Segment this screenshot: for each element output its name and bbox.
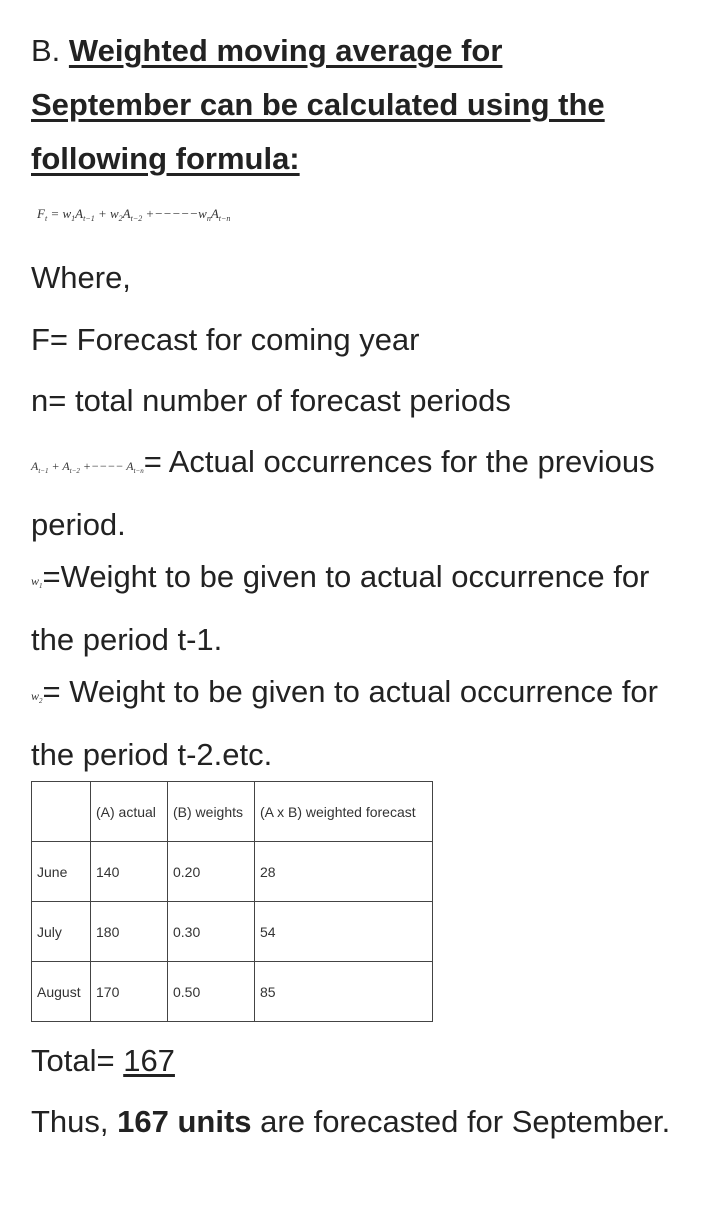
formula-a2: A bbox=[122, 206, 131, 221]
section-heading bbox=[31, 24, 671, 186]
def-w2 bbox=[31, 665, 681, 782]
table-row bbox=[32, 962, 433, 1022]
def-a-text: = Actual occurrences for the previous period. bbox=[31, 444, 655, 542]
table-cell-weighted: 54 bbox=[255, 902, 433, 962]
table-cell-month: August bbox=[32, 962, 91, 1022]
w2-expr-w: w bbox=[31, 689, 40, 703]
formula-an-sub: t−n bbox=[218, 214, 231, 223]
formula-dashes: +−−−−− bbox=[145, 206, 199, 221]
table-header-cell: (A) actual bbox=[91, 782, 168, 842]
total-value: 167 bbox=[123, 1043, 175, 1078]
table-cell-actual: 170 bbox=[91, 962, 168, 1022]
w2-expr-sub: 2 bbox=[39, 697, 43, 705]
w2-expression bbox=[31, 669, 43, 728]
a-expr-a1-sub: t−1 bbox=[38, 467, 49, 475]
formula-w1: w bbox=[62, 206, 72, 221]
a-expression bbox=[31, 439, 144, 498]
a-expr-an-sub: t−n bbox=[133, 467, 144, 475]
section-title: Weighted moving average for September can be calculated using the following formula: bbox=[31, 33, 605, 176]
table-cell-actual: 140 bbox=[91, 842, 168, 902]
table-cell-month: July bbox=[32, 902, 91, 962]
table-cell-weighted: 28 bbox=[255, 842, 433, 902]
a-expr-a2-sub: t−2 bbox=[69, 467, 80, 475]
table-row bbox=[32, 902, 433, 962]
formula-f-sub: t bbox=[44, 214, 48, 223]
formula-a2-sub: t−2 bbox=[130, 214, 143, 223]
formula-an: A bbox=[210, 206, 219, 221]
conclusion-pre: Thus, bbox=[31, 1104, 118, 1139]
table-cell-actual: 180 bbox=[91, 902, 168, 962]
forecast-table bbox=[31, 781, 433, 1022]
a-expr-an: A bbox=[126, 459, 134, 473]
def-w2-text: = Weight to be given to actual occurrence for the period t-2.etc. bbox=[31, 674, 658, 772]
w1-expression bbox=[31, 554, 43, 613]
table-header-cell: (B) weights bbox=[168, 782, 255, 842]
table-header-cell bbox=[32, 782, 91, 842]
a-expr-dashes: +−−−− bbox=[82, 459, 124, 473]
table-cell-weight: 0.50 bbox=[168, 962, 255, 1022]
conclusion-post: are forecasted for September. bbox=[251, 1104, 671, 1139]
formula-f: F bbox=[37, 206, 45, 221]
a-expr-a2: A bbox=[62, 459, 70, 473]
w1-expr-w: w bbox=[31, 574, 40, 588]
table-header-row bbox=[32, 782, 433, 842]
formula-wn-sub: n bbox=[206, 214, 211, 223]
def-w1-text: =Weight to be given to actual occurrence for the period t-1. bbox=[31, 559, 650, 657]
formula-w2: w bbox=[110, 206, 119, 221]
w1-expr-sub: 1 bbox=[39, 582, 43, 590]
total-label: Total= bbox=[31, 1043, 124, 1078]
table-cell-weighted: 85 bbox=[255, 962, 433, 1022]
table-header-cell: (A x B) weighted forecast bbox=[255, 782, 433, 842]
formula-w1-sub: 1 bbox=[71, 214, 76, 223]
table-cell-weight: 0.20 bbox=[168, 842, 255, 902]
conclusion-bold: 167 units bbox=[117, 1104, 252, 1139]
wma-formula: $F_t = w_1A_{t-1} + w_2A_{t-2} +-----w_nA_{t-n}$ bbox=[37, 206, 231, 223]
def-n: n= total number of forecast periods bbox=[31, 383, 511, 418]
formula-w2-sub: 2 bbox=[118, 214, 123, 223]
def-a bbox=[31, 435, 681, 552]
formula-wn: w bbox=[198, 206, 207, 221]
def-w1 bbox=[31, 550, 681, 667]
section-prefix: B. bbox=[31, 33, 69, 68]
table-row bbox=[32, 842, 433, 902]
where-label: Where, bbox=[31, 260, 131, 295]
a-expr-a1: A bbox=[31, 459, 39, 473]
table-cell-weight: 0.30 bbox=[168, 902, 255, 962]
def-f: F= Forecast for coming year bbox=[31, 322, 420, 357]
formula-a1-sub: t−1 bbox=[83, 214, 95, 223]
total-line bbox=[31, 1034, 681, 1088]
a-expr-plus: + bbox=[48, 459, 63, 473]
table-cell-month: June bbox=[32, 842, 91, 902]
formula-a1: A bbox=[75, 206, 84, 221]
conclusion bbox=[31, 1095, 681, 1149]
